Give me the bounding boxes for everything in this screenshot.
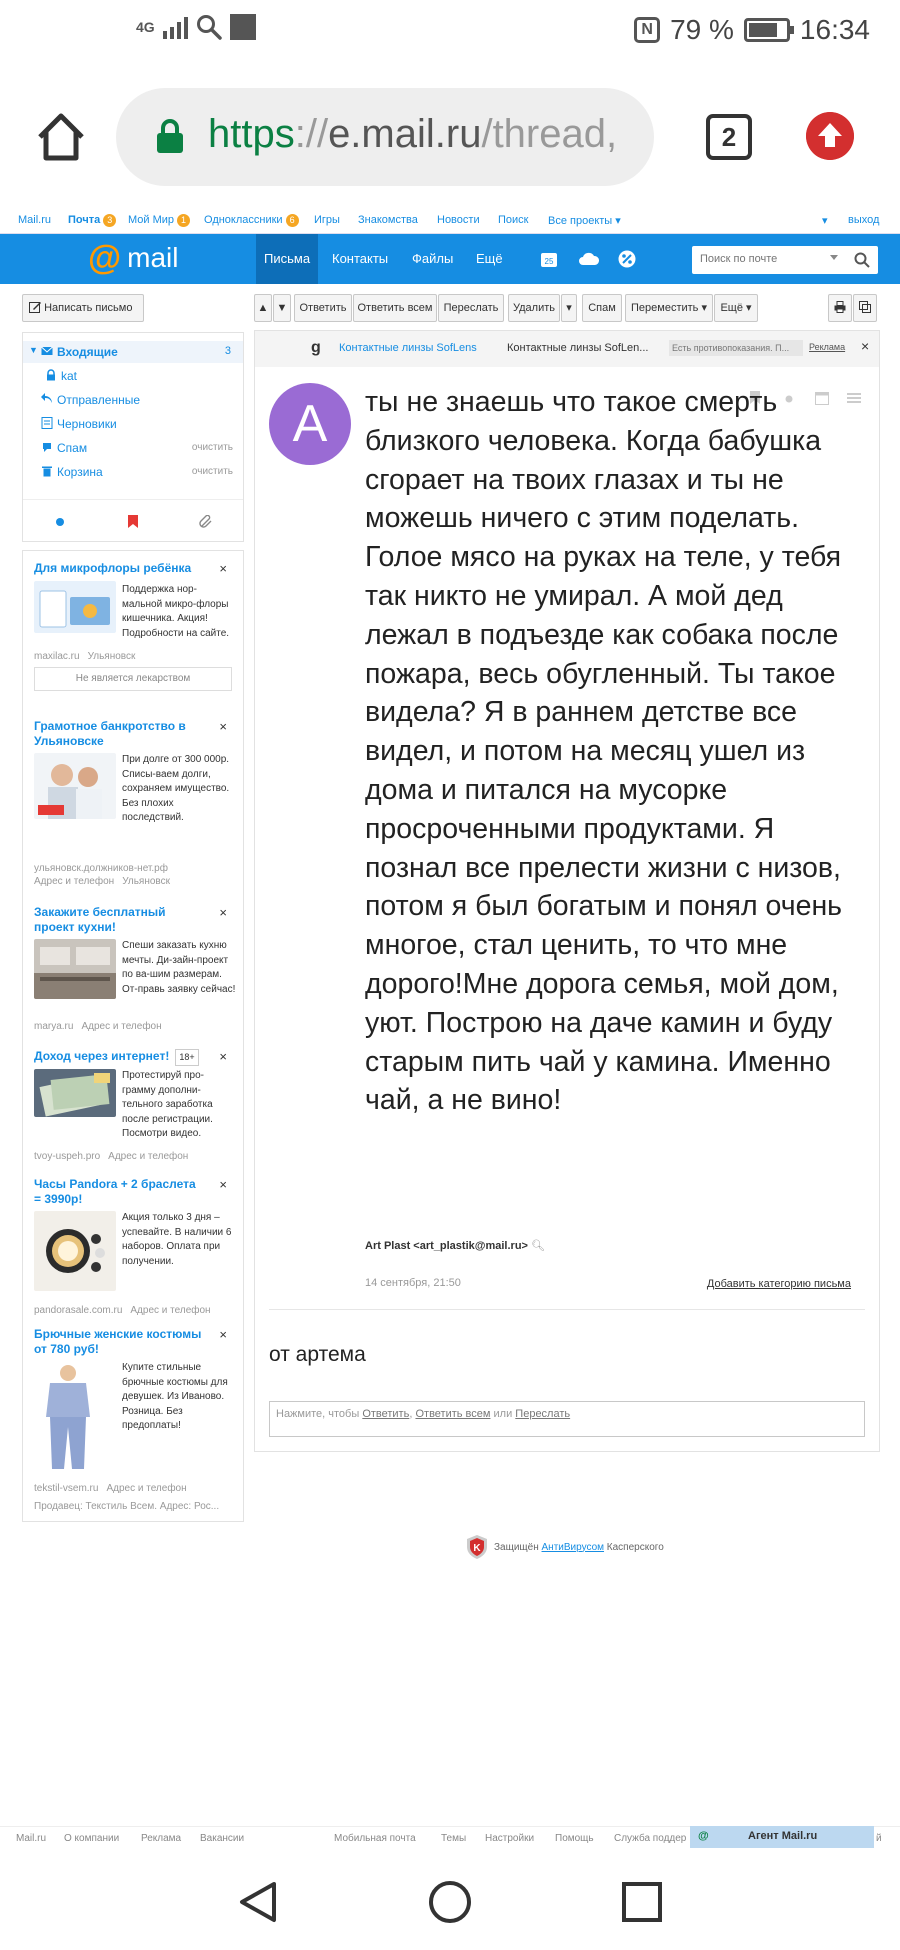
url-host: e.mail.ru	[328, 112, 482, 156]
home-circle-icon[interactable]	[428, 1880, 472, 1924]
close-icon[interactable]: ×	[219, 561, 227, 576]
search-input[interactable]	[700, 246, 830, 272]
inbox-icon	[41, 345, 53, 357]
at-logo-icon: @	[88, 239, 122, 277]
search-box	[692, 246, 878, 274]
ad-domain[interactable]: ульяновск.должников-нет.рф	[34, 863, 168, 874]
lock-icon	[45, 369, 57, 381]
prev-message-button[interactable]	[254, 294, 272, 322]
footer-link-themes[interactable]: Темы	[441, 1833, 467, 1844]
footer-link-mobile[interactable]: Мобильная почта	[334, 1833, 416, 1844]
reply-preview-text: от артема	[269, 1343, 366, 1366]
portal-moimir-label: Мой Мир	[128, 214, 175, 226]
url-text	[208, 112, 617, 157]
unread-filter-icon[interactable]	[55, 517, 65, 527]
kaspersky-suffix: Касперского	[606, 1541, 664, 1553]
chevron-down-icon: ▾	[746, 302, 752, 314]
folder-label: Входящие	[57, 345, 118, 359]
moimir-badge: 1	[177, 214, 190, 227]
close-icon[interactable]: ×	[219, 1177, 227, 1192]
spam-button[interactable]: Спам	[582, 294, 622, 322]
ad-source	[34, 1021, 170, 1032]
status-left	[136, 14, 256, 40]
sent-icon	[41, 393, 53, 405]
agent-label: Агент Mail.ru	[748, 1830, 818, 1842]
move-button[interactable]	[625, 294, 713, 322]
ad-source	[34, 651, 143, 662]
logout-link[interactable]: выход	[848, 214, 880, 226]
ad-source	[34, 1151, 196, 1162]
browser-toolbar	[0, 66, 900, 208]
tab-switcher-button[interactable]: 2	[706, 114, 752, 160]
ad-location: Ульяновск	[122, 876, 170, 887]
ad-image[interactable]	[34, 1361, 102, 1473]
chevron-down-icon: ▾	[566, 302, 572, 314]
ad-image[interactable]	[34, 581, 116, 633]
ad-domain[interactable]: pandorasale.com.ru	[34, 1305, 123, 1316]
compose-button[interactable]	[22, 294, 144, 322]
mail-header	[0, 234, 900, 284]
url-scheme: https	[208, 112, 295, 156]
kaspersky-link[interactable]: АнтиВирусом	[541, 1541, 605, 1553]
chevron-down-icon: ▾	[615, 215, 621, 227]
folder-inbox[interactable]	[23, 341, 243, 363]
kaspersky-badge	[466, 1534, 664, 1560]
arrow-down-icon: ▼	[276, 302, 288, 314]
url-bar[interactable]	[116, 88, 654, 186]
more-label: Ещё	[720, 302, 743, 314]
ok-badge: 6	[286, 214, 299, 227]
cloud-icon[interactable]	[578, 250, 600, 268]
ad-strip-link[interactable]: Контактные линзы SofLens	[339, 342, 477, 354]
battery-icon	[744, 18, 790, 42]
ad-card[interactable]	[23, 719, 243, 885]
portal-link-news[interactable]: Новости	[437, 214, 480, 226]
folder-trash[interactable]	[23, 461, 243, 483]
quick-reply-all-link[interactable]: Ответить всем	[415, 1408, 491, 1420]
url-path: /thread,	[481, 112, 618, 156]
portal-link-mailru[interactable]: Mail.ru	[18, 214, 52, 226]
flag-filter-icon[interactable]	[127, 515, 139, 529]
message-panel	[254, 330, 880, 1452]
compose-label: Написать письмо	[44, 302, 133, 314]
folder-kat[interactable]	[23, 365, 243, 387]
ad-disclaimer: Не является лекарством	[34, 667, 232, 691]
ad-domain[interactable]: marya.ru	[34, 1021, 74, 1032]
logo-text: mail	[127, 242, 179, 273]
divider	[23, 499, 243, 500]
message-body: ты не знаешь что такое смерть близкого человека. Когда бабушка сгорает на твоих глазах и ты не можешь ничего с этим поделать. Голое мясо на руках на теле, у тебя так никто не умирал. А мой дед лежал в подъезде как собака после пожара, весь обугленный. Ты такое видела? Я в раннем детстве все видел, и потом на месяц ушел из дома и питался на мусорке просроченными продуктами. Я познал все прелести жизни с низов, потом я был богатым и понял очень многое, стал ценить, то что мне дорого!Мне дорога семья, мой дом, уют. Построю на даче камин и буду старым пить чай у камина. Именно чай, а не вино!	[365, 386, 843, 1117]
ad-title[interactable]: Часы Pandora + 2 браслета = 3990р!	[34, 1177, 196, 1206]
avatar[interactable]: A	[269, 383, 351, 465]
close-icon[interactable]: ×	[219, 905, 227, 920]
notification-square-icon	[230, 14, 256, 40]
calendar-icon[interactable]	[540, 250, 558, 268]
folder-label: Черновики	[57, 417, 117, 431]
back-icon[interactable]	[238, 1880, 278, 1924]
ad-domain[interactable]: maxilac.ru	[34, 651, 80, 662]
ad-address-link[interactable]: Адрес и телефон	[106, 1483, 187, 1494]
portal-link-ok[interactable]	[204, 214, 299, 227]
footer-link-settings[interactable]: Настройки	[485, 1833, 535, 1844]
portal-link-dating[interactable]: Знакомства	[358, 214, 418, 226]
clean-spam-link[interactable]: очистить	[191, 442, 233, 453]
divider	[269, 1309, 865, 1310]
mail-logo[interactable]	[88, 239, 179, 277]
portal-link-all-projects[interactable]	[548, 214, 621, 227]
lock-icon	[156, 118, 184, 154]
pencil-icon	[29, 301, 41, 313]
portal-ok-label: Одноклассники	[204, 214, 283, 226]
footer-link-support[interactable]: Служба поддер	[614, 1833, 687, 1844]
ad-card[interactable]	[23, 1177, 243, 1316]
folder-panel	[22, 332, 244, 542]
print-button[interactable]	[828, 294, 852, 322]
move-label: Переместить	[631, 302, 699, 314]
account-dropdown-icon[interactable]: ▾	[822, 215, 828, 227]
url-sep: ://	[294, 112, 329, 156]
close-icon[interactable]: ×	[219, 1327, 227, 1342]
ad-text: Поддержка нор-мальной микро-флоры кишечника. Акция! Подробности на сайте.	[122, 584, 230, 639]
close-icon[interactable]: ×	[219, 1049, 227, 1064]
ad-strip-logo-icon: g	[311, 339, 321, 356]
network-type: 4G	[136, 19, 155, 35]
ad-text: Спеши заказать кухню мечты. Ди-зайн-проект по ва-шим размерам. От-правь заявку сейчас!	[122, 940, 236, 995]
pochta-badge: 3	[103, 214, 116, 227]
tab-letters[interactable]: Письма	[256, 234, 318, 284]
kaspersky-prefix: Защищён	[494, 1541, 539, 1553]
clock: 16:34	[799, 14, 870, 45]
forward-button[interactable]: Переслать	[438, 294, 504, 322]
collapse-arrow-icon[interactable]: ▼	[29, 345, 38, 355]
sender-search-icon[interactable]: 🔍︎	[531, 1240, 545, 1252]
more-button[interactable]	[714, 294, 758, 322]
ads-panel	[22, 550, 244, 1522]
chevron-down-icon: ▾	[701, 302, 707, 314]
footer-link-help[interactable]: Помощь	[555, 1833, 594, 1844]
recents-icon[interactable]	[622, 1882, 662, 1922]
folder-sent[interactable]	[23, 389, 243, 411]
ad-text: Акция только 3 дня – успевайте. В наличии 6 наборов. Оплата при получении.	[122, 1212, 232, 1267]
footer-tail: й	[876, 1833, 882, 1844]
expand-icon	[859, 301, 871, 313]
discount-icon[interactable]	[618, 250, 636, 268]
quick-reply-prefix: Нажмите, чтобы	[276, 1408, 360, 1420]
delete-dropdown-button[interactable]	[561, 294, 577, 322]
ad-strip[interactable]	[255, 331, 879, 367]
age-rating-badge: 18+	[175, 1049, 198, 1066]
ad-address-link[interactable]: Адрес и телефон	[130, 1305, 211, 1316]
ad-strip-warning: Есть противопоказания. П...	[669, 340, 803, 356]
unread-count: 3	[224, 345, 231, 357]
ad-card[interactable]	[23, 1327, 243, 1517]
ad-text: Протестируй про-грамму дополни-тельного заработка после регистрации. Посмотри видео.	[122, 1070, 213, 1139]
ad-seller: Продавец: Текстиль Всем. Адрес: Рос...	[34, 1501, 220, 1512]
ad-domain[interactable]: tekstil-vsem.ru	[34, 1483, 99, 1494]
sender	[365, 1239, 545, 1252]
ad-title[interactable]: Брючные женские костюмы от 780 руб!	[34, 1327, 202, 1356]
arrow-up-icon: ▲	[257, 302, 269, 314]
upload-icon[interactable]	[806, 112, 854, 160]
tab-files[interactable]: Файлы	[412, 251, 454, 266]
folder-label: kat	[61, 369, 78, 383]
search-icon[interactable]	[854, 252, 870, 268]
android-nav-bar	[0, 1852, 900, 1950]
home-icon[interactable]	[34, 110, 88, 164]
ad-title[interactable]: Для микрофлоры ребёнка	[34, 561, 192, 575]
sender-address[interactable]: Art Plast <art_plastik@mail.ru>	[365, 1240, 528, 1252]
ad-card[interactable]	[23, 1049, 243, 1169]
ad-source	[34, 863, 176, 874]
footer-link-jobs[interactable]: Вакансии	[200, 1833, 245, 1844]
agent-at-icon: @	[698, 1830, 709, 1842]
ad-source	[34, 1483, 195, 1494]
ad-card[interactable]	[23, 905, 243, 1039]
nfc-icon: N	[634, 17, 660, 43]
portal-link-moimir[interactable]	[128, 214, 190, 227]
ad-address-link[interactable]: Адрес и телефон	[81, 1021, 162, 1032]
footer-link-mailru[interactable]: Mail.ru	[16, 1833, 47, 1844]
all-projects-label: Все проекты	[548, 215, 613, 227]
quick-reply-link[interactable]: Ответить	[362, 1408, 410, 1420]
ad-title[interactable]: Закажите бесплатный проект кухни!	[34, 905, 166, 934]
ad-image[interactable]	[34, 1211, 116, 1291]
ad-text: При долге от 300 000р. Списы-ваем долги, сохраняем имущество. Без плохих последствий.	[122, 754, 230, 823]
ad-image[interactable]	[34, 939, 116, 999]
ad-strip-text: Контактные линзы SofLen...	[507, 342, 649, 354]
tab-more[interactable]: Ещё	[476, 251, 503, 266]
footer-link-ads[interactable]: Реклама	[141, 1833, 182, 1844]
ad-title-text: Доход через интернет!	[34, 1049, 170, 1063]
ad-address-link[interactable]: Адрес и телефон	[34, 876, 115, 887]
search-dropdown-icon[interactable]	[830, 255, 838, 260]
trash-icon	[41, 465, 53, 477]
portal-link-pochta[interactable]	[68, 214, 116, 227]
ad-address-link[interactable]: Адрес и телефон	[108, 1151, 189, 1162]
status-bar	[0, 0, 900, 66]
ad-image[interactable]	[34, 753, 116, 819]
quick-reply-or: или	[493, 1408, 513, 1420]
ad-title[interactable]: Грамотное банкротство в Ульяновске	[34, 719, 186, 748]
portal-link-games[interactable]: Игры	[314, 214, 340, 226]
ad-domain[interactable]: tvoy-uspeh.pro	[34, 1151, 101, 1162]
close-icon[interactable]: ×	[219, 719, 227, 734]
delete-button[interactable]: Удалить	[508, 294, 560, 322]
close-icon[interactable]: ×	[861, 338, 870, 354]
ad-title[interactable]	[34, 1049, 204, 1066]
add-category-link[interactable]: Добавить категорию письма	[706, 1278, 851, 1290]
ad-text: Купите стильные брючные костюмы для девушек. Из Иваново. Розница. Без предоплаты!	[122, 1362, 228, 1431]
kaspersky-shield-icon	[466, 1534, 488, 1560]
attachment-filter-icon[interactable]	[199, 515, 213, 529]
status-right	[634, 14, 870, 46]
spam-icon	[41, 441, 53, 453]
calendar-day: 25	[544, 257, 554, 266]
expand-button[interactable]	[853, 294, 877, 322]
reply-button[interactable]: Ответить	[294, 294, 352, 322]
print-icon	[834, 301, 846, 313]
next-message-button[interactable]	[273, 294, 291, 322]
quick-reply-field[interactable]: Нажмите, чтобы Ответить, Ответить всем или Переслать	[269, 1401, 865, 1437]
ad-source	[34, 1305, 219, 1316]
message-date: 14 сентября, 21:50	[365, 1277, 461, 1289]
drafts-icon	[41, 417, 53, 429]
portal-link-search[interactable]: Поиск	[498, 214, 529, 226]
folder-spam[interactable]	[23, 437, 243, 459]
portal-nav	[0, 208, 900, 234]
clean-trash-link[interactable]: очистить	[191, 466, 233, 477]
ad-card[interactable]	[23, 561, 243, 701]
footer-link-about[interactable]: О компании	[64, 1833, 120, 1844]
ad-strip-label[interactable]: Реклама	[809, 342, 846, 352]
folder-label: Отправленные	[57, 393, 141, 407]
quick-forward-link[interactable]: Переслать	[515, 1408, 571, 1420]
folder-drafts[interactable]	[23, 413, 243, 435]
folder-label: Спам	[57, 441, 88, 455]
ad-source-line2	[34, 876, 178, 887]
battery-percent: 79 %	[670, 14, 734, 45]
search-status-icon	[196, 14, 222, 40]
ad-location: Ульяновск	[87, 651, 136, 662]
ad-image[interactable]	[34, 1069, 116, 1117]
agent-mailru-button[interactable]	[690, 1826, 874, 1848]
signal-icon	[163, 15, 188, 39]
portal-pochta-label: Почта	[68, 214, 101, 226]
svg-text:K: K	[473, 1543, 481, 1554]
folder-label: Корзина	[57, 465, 103, 479]
tab-contacts[interactable]: Контакты	[332, 251, 389, 266]
reply-all-button[interactable]: Ответить всем	[353, 294, 437, 322]
